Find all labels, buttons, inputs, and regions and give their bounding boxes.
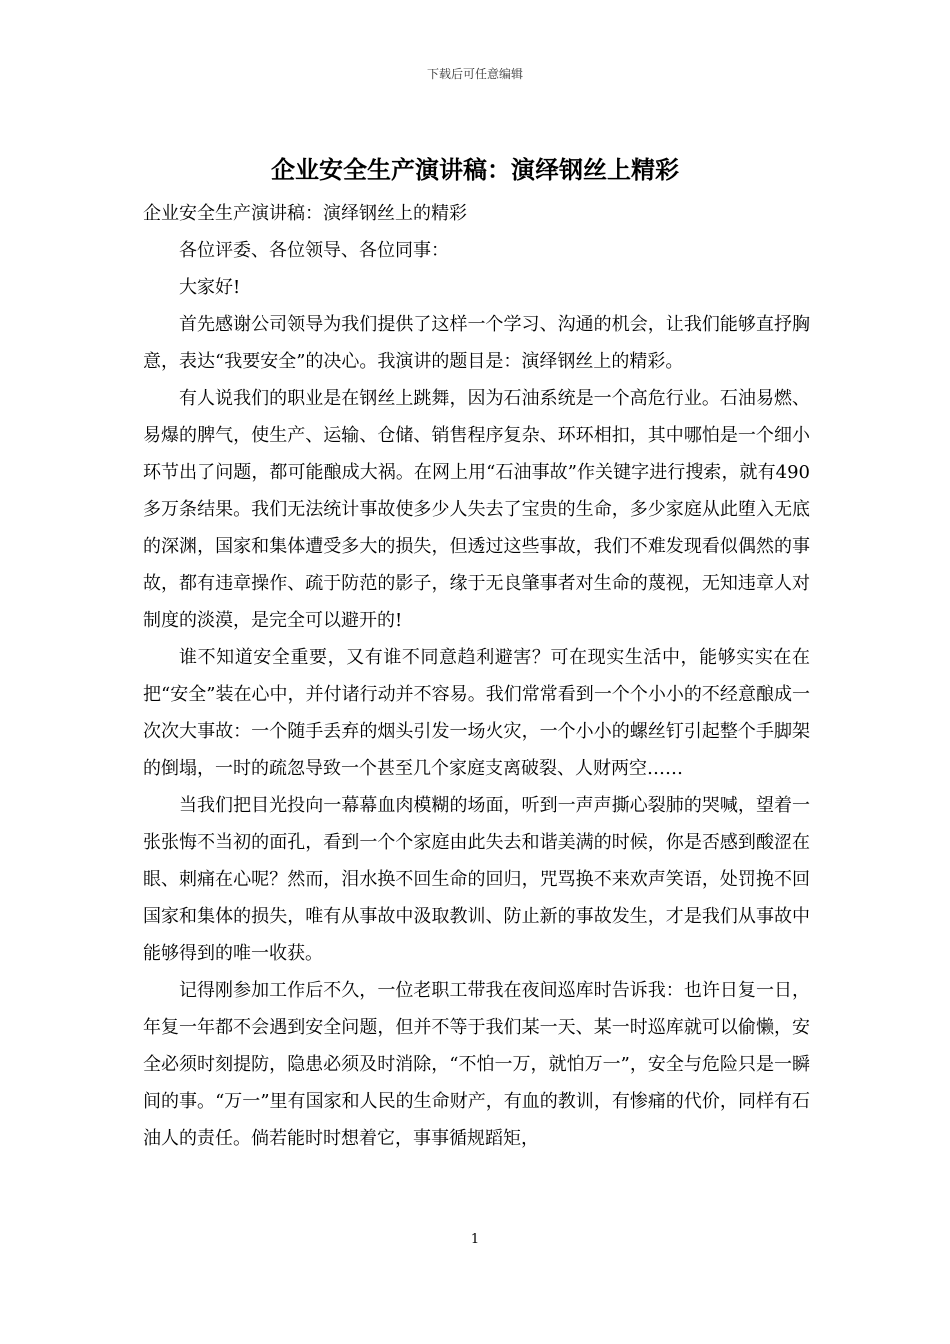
page-header: 下载后可任意编辑 <box>426 67 523 81</box>
paragraph-subtitle: 企业安全生产演讲稿：演绎钢丝上的精彩 <box>143 203 467 224</box>
document-body <box>143 195 810 1157</box>
document-title: 企业安全生产演讲稿：演绎钢丝上精彩 <box>271 155 679 184</box>
paragraph-greeting: 大家好! <box>179 277 241 298</box>
paragraph-body: 当我们把目光投向一幕幕血肉模糊的场面，听到一声声撕心裂肺的哭喊，望着一张张悔不当初的面孔，看到一个个家庭由此失去和谐美满的时候，你是否感到酸涩在眼、刺痛在心呢？然而，泪水换不回生命的回归，咒骂换不来欢声笑语，处罚挽不回国家和集体的损失，唯有从事故中汲取教训、防止新的事故发生，才是我们从事故中能够得到的唯一收获。 <box>143 795 810 964</box>
page-number: 1 <box>470 1232 480 1247</box>
paragraph-salutation: 各位评委、各位领导、各位同事： <box>179 240 449 261</box>
paragraph-body: 有人说我们的职业是在钢丝上跳舞，因为石油系统是一个高危行业。石油易燃、易爆的脾气，使生产、运输、仓储、销售程序复杂、环环相扣，其中哪怕是一个细小环节出了问题，都可能酿成大祸。在网上用“石油事故”作关键字进行搜索，就有490多万条结果。我们无法统计事故使多少人失去了宝贵的生命，多少家庭从此堕入无底的深渊，国家和集体遭受多大的损失，但透过这些事故，我们不难发现看似偶然的事故，都有违章操作、疏于防范的影子，缘于无良肇事者对生命的蔑视，无知违章人对制度的淡漠，是完全可以避开的! <box>143 388 810 631</box>
paragraph-body: 谁不知道安全重要，又有谁不同意趋利避害？可在现实生活中，能够实实在在把“安全”装在心中，并付诸行动并不容易。我们常常看到一个个小小的不经意酿成一次次大事故：一个随手丢弃的烟头引发一场火灾，一个小小的螺丝钉引起整个手脚架的倒塌，一时的疏忽导致一个甚至几个家庭支离破裂、人财两空…… <box>143 647 810 779</box>
paragraph-body: 首先感谢公司领导为我们提供了这样一个学习、沟通的机会，让我们能够直抒胸意，表达“我要安全”的决心。我演讲的题目是：演绎钢丝上的精彩。 <box>143 314 810 372</box>
paragraph-body: 记得刚参加工作后不久，一位老职工带我在夜间巡库时告诉我：也许日复一日，年复一年都不会遇到安全问题，但并不等于我们某一天、某一时巡库就可以偷懒，安全必须时刻提防，隐患必须及时消除，“不怕一万，就怕万一”，安全与危险只是一瞬间的事。“万一”里有国家和人民的生命财产，有血的教训，有惨痛的代价，同样有石油人的责任。倘若能时时想着它，事事循规蹈矩， <box>143 980 810 1149</box>
